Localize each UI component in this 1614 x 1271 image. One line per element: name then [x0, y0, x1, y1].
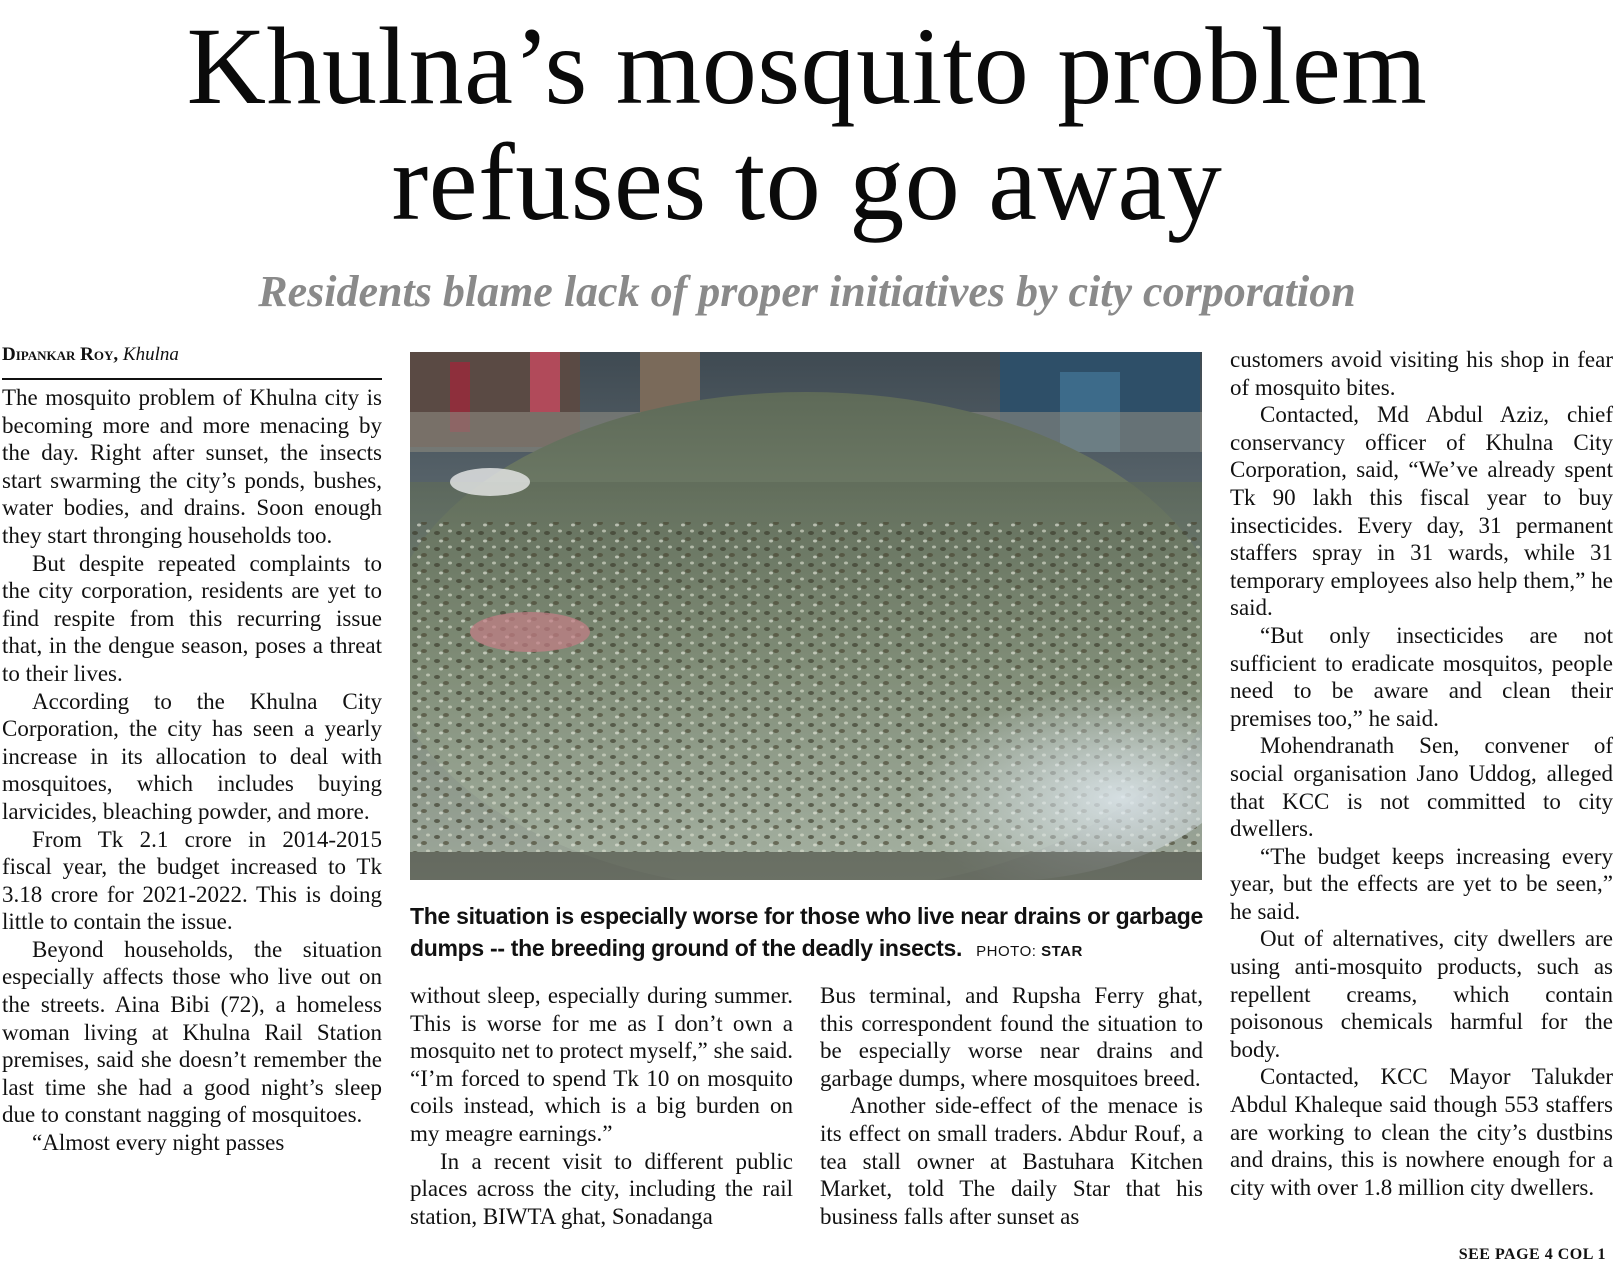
paragraph: Mohendranath Sen, convener of social organisation Jano Uddog, alleged that KCC is not committed to city dwellers. [1230, 733, 1613, 842]
byline-location: Khulna [122, 344, 179, 365]
paragraph: Out of alternatives, city dwellers are using anti-mosquito products, such as repellent creams, which contain poisonous chemicals harmful for the body. [1230, 926, 1613, 1062]
paragraph: But despite repeated complaints to the city corporation, residents are yet to find respite from this recurring issue that, in the dengue season, poses a threat to their lives. [2, 550, 382, 686]
headline-line-1: Khulna’s mosquito problem [186, 5, 1428, 127]
paragraph: “But only insecticides are not sufficient to eradicate mosquitos, people need to be aware and clean their premises too,” he said. [1230, 622, 1613, 731]
photo-caption [410, 900, 1205, 968]
photo-credit-source: STAR [1041, 943, 1083, 960]
paragraph: “The budget keeps increasing every year, but the effects are yet to be seen,” he said. [1230, 843, 1613, 924]
paragraph: The mosquito problem of Khulna city is becoming more and more menacing by the day. Right after sunset, the insects start swarming the city’s ponds, bushes, water bodies, and drains. Soon enough they start thronging households too. [2, 385, 382, 548]
paragraph: Bus terminal, and Rupsha Ferry ghat, this correspondent found the situation to be especially worse near drains and garbage dumps, where mosquitoes breed. [820, 983, 1203, 1091]
article-column-2 [410, 982, 793, 1230]
paragraph: In a recent visit to different public places across the city, including the rail station, BIWTA ghat, Sonadanga [410, 1148, 793, 1229]
photo-credit [976, 943, 1083, 960]
paragraph: From Tk 2.1 crore in 2014-2015 fiscal year, the budget increased to Tk 3.18 crore for 2021-2022. This is doing little to contain the issue. [2, 826, 382, 935]
caption-text: The situation is especially worse for those who live near drains or garbage dumps -- the breeding ground of the deadly insects. [410, 903, 1203, 961]
article-column-3 [820, 982, 1203, 1230]
paragraph: customers avoid visiting his shop in fear of mosquito bites. [1230, 347, 1613, 400]
paragraph: Beyond households, the situation especially affects those who live out on the streets. Aina Bibi (72), a homeless woman living at Khulna Rail Station premises, said she doesn’t remember the last time she had a good night’s sleep due to constant nagging of mosquitoes. [2, 936, 382, 1128]
byline-author: Dipankar Roy, [2, 344, 119, 365]
puddle-photo-image [410, 352, 1202, 880]
article-column-4 [1230, 346, 1613, 1201]
byline [2, 344, 382, 380]
photo-credit-label: PHOTO: [976, 943, 1037, 960]
paragraph: Contacted, KCC Mayor Talukder Abdul Khaleque said though 553 staffers are working to clean the city’s dustbins and drains, this is nowhere enough for a city with over 1.8 million city dwellers. [1230, 1064, 1613, 1200]
continued-on-page-line: SEE PAGE 4 COL 1 [1458, 1246, 1606, 1263]
paragraph: Contacted, Md Abdul Aziz, chief conservancy officer of Khulna City Corporation, said, “We’ve already spent Tk 90 lakh this fiscal year to buy insecticides. Every day, 31 permanent staffers spray in 31 wards, while 31 temporary employees also help them,” he said. [1230, 402, 1613, 621]
paragraph: According to the Khulna City Corporation, the city has seen a yearly increase in its allocation to deal with mosquitoes, which includes buying larvicides, bleaching powder, and more. [2, 688, 382, 824]
paragraph: without sleep, especially during summer. This is worse for me as I don’t own a mosquito net to protect myself,” she said. “I’m forced to spend Tk 10 on mosquito coils instead, which is a big burden on my meagre earnings.” [410, 983, 793, 1146]
subheadline: Residents blame lack of proper initiatives by city corporation [258, 267, 1356, 316]
headline [0, 5, 1614, 243]
news-photo [410, 352, 1202, 880]
paragraph: Another side-effect of the menace is its effect on small traders. Abdur Rouf, a tea stall owner at Bastuhara Kitchen Market, told The daily Star that his business falls after sunset as [820, 1093, 1203, 1229]
headline-line-2: refuses to go away [391, 121, 1223, 243]
article-column-1 [2, 384, 382, 1157]
paragraph: “Almost every night passes [32, 1130, 285, 1156]
